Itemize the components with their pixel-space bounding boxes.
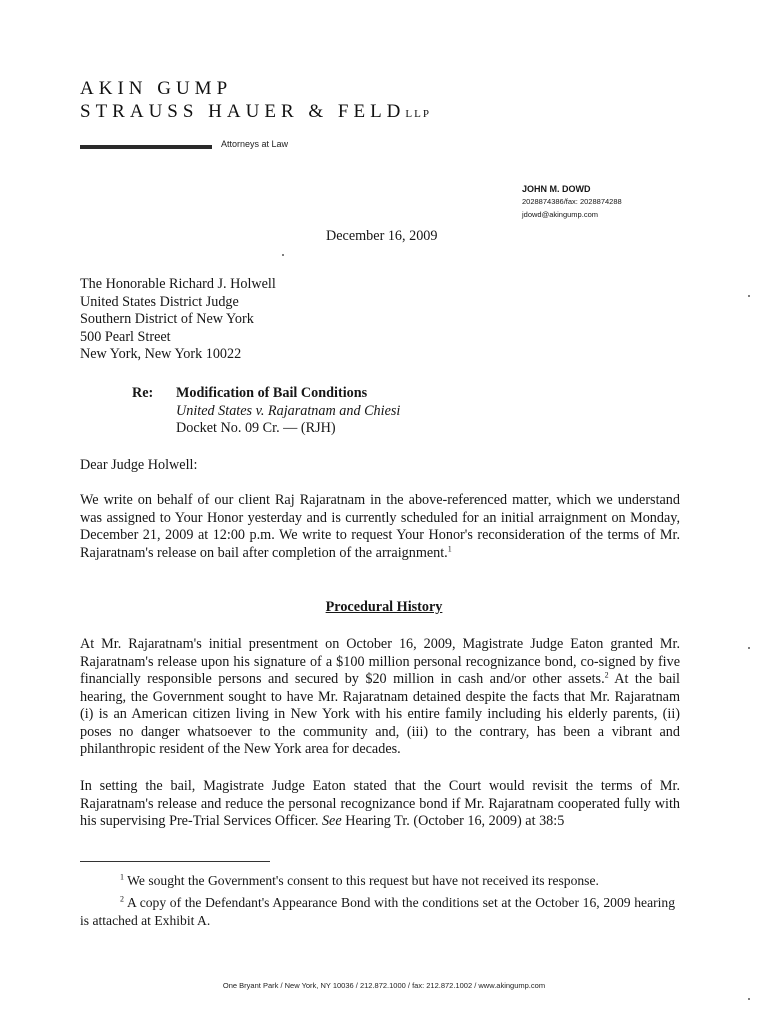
footnote-text: We sought the Government's consent to this request but have not received its response.	[124, 873, 599, 888]
re-block	[176, 385, 400, 438]
scan-speck	[282, 254, 284, 256]
section-heading: Procedural History	[325, 599, 443, 615]
letter-date: December 16, 2009	[326, 228, 438, 244]
scan-speck	[748, 647, 750, 649]
scan-speck	[748, 295, 750, 297]
sender-phone: 2028874386/fax: 2028874288	[522, 197, 622, 206]
recipient-line: United States District Judge	[80, 293, 239, 310]
recipient-line: Southern District of New York	[80, 311, 254, 327]
re-label: Re:	[132, 385, 154, 401]
re-docket: Docket No. 09 Cr. — (RJH)	[176, 420, 336, 436]
footnote-ref: 2	[604, 670, 609, 680]
paragraph-text: We write on behalf of our client Raj Rajaratnam in the above-referenced matter, which we understand was assigned to Your Honor yesterday and is currently scheduled for an initial arraignment on Monday, December 21, 2009 at 12:00 p.m. We write to request Your Honor's reconsideration of the terms of Mr. Rajaratnam's release on bail after completion of the arraignment.	[80, 492, 680, 561]
firm-name-line2	[80, 101, 431, 123]
footnote-number: 2	[120, 894, 124, 904]
sender-email: jdowd@akingump.com	[522, 210, 598, 219]
sender-block	[522, 183, 622, 221]
citation-signal: See	[321, 813, 342, 829]
sender-name: JOHN M. DOWD	[522, 184, 591, 194]
footnote-text: A copy of the Defendant's Appearance Bond with the conditions set at the October 16, 2009 hearing is attached at Exhibit A.	[80, 895, 675, 928]
re-title: Modification of Bail Conditions	[176, 385, 368, 401]
firm-name-line1: AKIN GUMP	[80, 78, 233, 99]
re-case: United States v. Rajaratnam and Chiesi	[176, 402, 401, 419]
paragraph-text: In setting the bail, Magistrate Judge Eaton stated that the Court would revisit the terms of Mr. Rajaratnam's release and reduce the personal recognizance bond if Mr. Rajaratnam cooperated fully with his supervising Pre-Trial Services Officer.	[80, 778, 680, 829]
footnote-ref: 1	[447, 543, 452, 553]
paragraph-text: Hearing Tr. (October 16, 2009) at 38:5	[341, 813, 565, 829]
page-footer: One Bryant Park / New York, NY 10036 / 212.872.1000 / fax: 212.872.1002 / www.akingump.com	[222, 981, 546, 990]
salutation: Dear Judge Holwell:	[80, 457, 198, 473]
recipient-line: The Honorable Richard J. Holwell	[80, 276, 276, 292]
recipient-line: New York, New York 10022	[80, 346, 242, 362]
footnote-number: 1	[120, 872, 124, 882]
paragraph-text: At Mr. Rajaratnam's initial presentment on October 16, 2009, Magistrate Judge Eaton granted Mr. Rajaratnam's release upon his signature of a $100 million personal recognizance bond, co-signed by five financially responsible persons and secured by $20 million in cash and/or other assets.	[80, 636, 680, 687]
letterhead-rule	[80, 145, 212, 149]
firm-name-main: STRAUSS HAUER & FELD	[80, 101, 406, 122]
paragraph-text: At the bail hearing, the Government sought to have Mr. Rajaratnam detained despite the facts that Mr. Rajaratnam (i) is an American citizen living in New York with his entire family including his elderly parents, (ii) poses no danger whatsoever to the community and, (iii) to the contrary, has been a vibrant and philanthropic resident of the New York area for decades.	[80, 671, 680, 757]
recipient-address	[80, 276, 276, 364]
footnote-1	[120, 872, 599, 890]
paragraph-procedural	[80, 636, 680, 759]
firm-name-suffix: LLP	[405, 108, 431, 120]
footnote-2	[80, 894, 675, 929]
paragraph-bail	[80, 778, 680, 831]
paragraph-intro	[80, 492, 680, 562]
firm-tagline: Attorneys at Law	[221, 139, 289, 149]
recipient-line: 500 Pearl Street	[80, 328, 171, 345]
scan-speck	[748, 998, 750, 1000]
footnote-rule	[80, 861, 270, 862]
